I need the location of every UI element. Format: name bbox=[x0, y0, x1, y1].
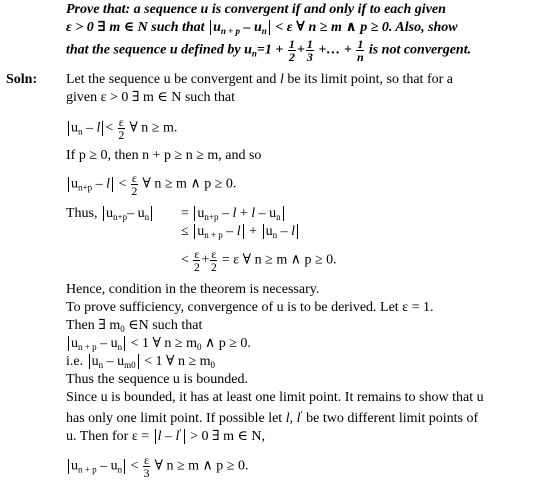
subscript: n bbox=[261, 26, 267, 36]
abs-bar bbox=[283, 206, 284, 221]
soln-line-5 bbox=[66, 172, 236, 197]
math-symbol: + bbox=[239, 206, 248, 221]
soln-text: i.e. bbox=[66, 354, 84, 369]
abs-bar bbox=[102, 121, 103, 136]
math-symbol: – bbox=[95, 176, 103, 192]
fraction bbox=[143, 454, 150, 479]
abs-bar bbox=[68, 336, 69, 351]
subscript: n bbox=[251, 48, 257, 59]
soln-text: Let the sequence u be convergent and bbox=[66, 72, 277, 87]
math-symbol: u bbox=[71, 458, 78, 474]
soln-text: ∀ n ≥ m ∧ p ≥ 0. bbox=[142, 176, 237, 192]
subscript: n+p bbox=[78, 182, 93, 193]
math-symbol: u bbox=[213, 20, 221, 35]
math-symbol: l bbox=[296, 411, 301, 426]
soln-text: ∀ n ≥ m ∧ p ≥ 0. bbox=[154, 458, 249, 474]
subscript: n bbox=[117, 342, 123, 352]
math-symbol: =1 + bbox=[256, 42, 284, 58]
math-symbol: l bbox=[96, 120, 101, 136]
abs-bar bbox=[243, 224, 244, 239]
fraction bbox=[210, 248, 217, 273]
theorem-text: < ε ∀ n ≥ m ∧ p ≥ 0. Also, show bbox=[275, 20, 458, 35]
abs-bar bbox=[194, 206, 195, 221]
fraction bbox=[118, 116, 125, 141]
math-symbol: u bbox=[71, 176, 78, 192]
theorem-line-3: that the sequence u defined by $u_n=1$ + $\frac{1}{2}$ + $\frac{1}{3}$ +… + $\frac{1}{n}$ is not convergent. bbox=[66, 37, 472, 64]
fraction bbox=[131, 172, 138, 197]
denominator: 2 bbox=[210, 260, 217, 274]
soln-line-7 bbox=[181, 224, 300, 243]
soln-line-2: given ε > 0 ∃ m ∈ N such that bbox=[66, 90, 235, 105]
math-symbol: – u bbox=[100, 458, 118, 474]
soln-text: = ε ∀ n ≥ m ∧ p ≥ 0. bbox=[221, 252, 337, 268]
prime-symbol: ′ bbox=[179, 428, 182, 439]
math-symbol: l bbox=[106, 176, 110, 192]
numerator: 1 bbox=[357, 37, 364, 51]
abs-bar bbox=[210, 20, 211, 35]
subscript: n bbox=[272, 230, 278, 240]
subscript: n+p bbox=[113, 212, 128, 222]
theorem-line-2 bbox=[66, 20, 458, 39]
subscript: n bbox=[117, 464, 123, 475]
math-symbol: – bbox=[221, 206, 229, 221]
subscript: 0 bbox=[210, 360, 216, 370]
soln-text: < 1 ∀ n ≥ m bbox=[144, 354, 211, 369]
prime-symbol: ′ bbox=[300, 410, 303, 421]
math-symbol: u bbox=[197, 224, 205, 239]
subscript: n + p bbox=[78, 342, 97, 352]
math-symbol: – u bbox=[127, 206, 145, 221]
math-symbol: – bbox=[86, 120, 93, 136]
denominator: 3 bbox=[306, 50, 313, 64]
denominator: 2 bbox=[193, 260, 200, 274]
theorem-text: that the sequence u defined by u bbox=[66, 42, 252, 58]
subscript: m0 bbox=[124, 360, 136, 370]
soln-text: Thus, bbox=[66, 206, 98, 221]
abs-bar bbox=[155, 429, 156, 444]
math-symbol: u bbox=[106, 206, 113, 221]
theorem-text: ε > 0 ∃ m ∈ N such that bbox=[66, 20, 205, 35]
subscript: n bbox=[78, 126, 83, 137]
soln-text: has only one limit point. If possible let bbox=[66, 411, 283, 426]
math-symbol: l bbox=[291, 224, 295, 239]
math-symbol: < bbox=[105, 120, 114, 136]
denominator: 2 bbox=[118, 128, 125, 142]
math-symbol: u bbox=[265, 224, 273, 239]
math-symbol: l bbox=[279, 72, 284, 87]
numerator: ε bbox=[118, 115, 124, 129]
fraction bbox=[306, 38, 314, 63]
math-symbol: u bbox=[197, 206, 205, 221]
soln-label: Soln: bbox=[6, 72, 38, 87]
abs-bar bbox=[68, 459, 69, 474]
math-symbol: u bbox=[91, 354, 99, 369]
soln-line-9: Hence, condition in the theorem is necessary. bbox=[66, 282, 320, 297]
subscript: 0 bbox=[197, 342, 202, 352]
math-symbol: < bbox=[118, 176, 127, 192]
math-symbol: l bbox=[175, 429, 180, 444]
subscript: n+p bbox=[204, 212, 219, 222]
soln-line-13 bbox=[66, 354, 215, 373]
math-symbol: u bbox=[71, 336, 78, 351]
subscript: n + p bbox=[78, 464, 97, 475]
math-symbol: – bbox=[165, 429, 173, 444]
theorem-line-1 bbox=[66, 2, 446, 18]
subscript: n + p bbox=[204, 230, 223, 240]
abs-bar bbox=[103, 206, 104, 221]
math-symbol: l bbox=[285, 411, 290, 426]
abs-bar bbox=[263, 224, 264, 239]
abs-bar bbox=[138, 354, 139, 369]
math-symbol: l bbox=[236, 224, 241, 239]
math-symbol: = bbox=[181, 206, 189, 221]
fraction bbox=[356, 38, 364, 63]
soln-text: ∈N such that bbox=[128, 318, 203, 333]
math-symbol: l bbox=[232, 206, 237, 221]
soln-text: < 1 ∀ n ≥ m bbox=[130, 336, 197, 351]
denominator: 2 bbox=[288, 50, 295, 64]
soln-line-15: Since u is bounded, it has at least one limit point. It remains to show that u bbox=[66, 390, 484, 405]
abs-bar bbox=[112, 177, 113, 192]
numerator: ε bbox=[194, 247, 200, 261]
soln-line-6 bbox=[66, 206, 154, 225]
subscript: n + p bbox=[220, 26, 240, 36]
numerator: ε bbox=[143, 453, 150, 467]
subscript: n bbox=[276, 212, 281, 222]
soln-line-14: Thus the sequence u is bounded. bbox=[66, 372, 248, 387]
abs-bar bbox=[297, 224, 298, 239]
subscript: n bbox=[144, 212, 150, 222]
soln-line-16: has only one limit point. If possible let l, l′ be two different limit points of bbox=[66, 410, 479, 426]
math-symbol: – u bbox=[106, 354, 125, 369]
abs-bar bbox=[124, 459, 125, 474]
abs-bar bbox=[89, 354, 90, 369]
abs-bar bbox=[68, 177, 69, 192]
theorem-text: Prove that: a sequence u is convergent if and only if to each given bbox=[66, 2, 446, 17]
soln-line-18 bbox=[66, 454, 248, 479]
soln-text: ∧ p ≥ 0. bbox=[205, 336, 251, 351]
abs-bar bbox=[124, 336, 125, 351]
numerator: ε bbox=[131, 171, 137, 185]
numerator: 1 bbox=[306, 37, 313, 51]
abs-bar bbox=[194, 224, 195, 239]
soln-line-11 bbox=[66, 318, 202, 337]
soln-text: > 0 ∃ m ∈ N, bbox=[190, 429, 265, 444]
soln-text: be two different limit points of bbox=[306, 411, 479, 426]
math-symbol: – u bbox=[243, 20, 262, 35]
math-symbol: < bbox=[130, 458, 139, 474]
soln-text: u. Then for ε = bbox=[66, 429, 150, 444]
soln-line-12 bbox=[66, 336, 251, 355]
soln-text: ∀ n ≥ m. bbox=[129, 120, 178, 136]
soln-line-17 bbox=[66, 426, 265, 445]
abs-bar bbox=[269, 20, 270, 35]
math-symbol: u bbox=[71, 120, 78, 136]
fraction bbox=[288, 38, 296, 63]
subscript: n bbox=[98, 360, 104, 370]
math-symbol: – bbox=[280, 224, 288, 239]
soln-line-8: < $\frac{\varepsilon}{2}$ + $\frac{\varepsilon}{2}$ = ε ∀ n ≥ m ∧ p ≥ 0. bbox=[181, 247, 337, 274]
abs-bar bbox=[184, 429, 185, 444]
subscript: 0 bbox=[120, 324, 125, 334]
soln-line-10: To prove sufficiency, convergence of u is to be derived. Let ε = 1. bbox=[66, 300, 434, 315]
math-symbol: – bbox=[226, 224, 234, 239]
denominator: n bbox=[356, 50, 364, 64]
math-symbol: < bbox=[181, 252, 189, 268]
numerator: ε bbox=[211, 247, 217, 261]
math-symbol: ≤ bbox=[181, 224, 189, 239]
soln-line-1 bbox=[66, 72, 453, 88]
abs-bar bbox=[68, 121, 69, 136]
abs-bar bbox=[151, 206, 152, 221]
denominator: 3 bbox=[143, 466, 150, 480]
math-symbol: – u bbox=[258, 206, 277, 221]
theorem-text: is not convergent. bbox=[368, 42, 472, 58]
fraction bbox=[193, 248, 200, 273]
soln-text: Then ∃ m bbox=[66, 318, 121, 333]
math-symbol: – u bbox=[100, 336, 118, 351]
soln-line-6-rhs bbox=[181, 206, 286, 225]
denominator: 2 bbox=[131, 184, 138, 198]
math-symbol: + bbox=[249, 224, 258, 239]
math-symbol: l bbox=[157, 429, 162, 444]
soln-text: be its limit point, so that for a bbox=[287, 72, 453, 87]
soln-line-3 bbox=[66, 116, 177, 141]
math-symbol: l bbox=[251, 206, 256, 221]
soln-line-4: If p ≥ 0, then n + p ≥ n ≥ m, and so bbox=[66, 148, 262, 163]
numerator: 1 bbox=[288, 37, 295, 51]
math-symbol: +… + bbox=[318, 42, 352, 58]
